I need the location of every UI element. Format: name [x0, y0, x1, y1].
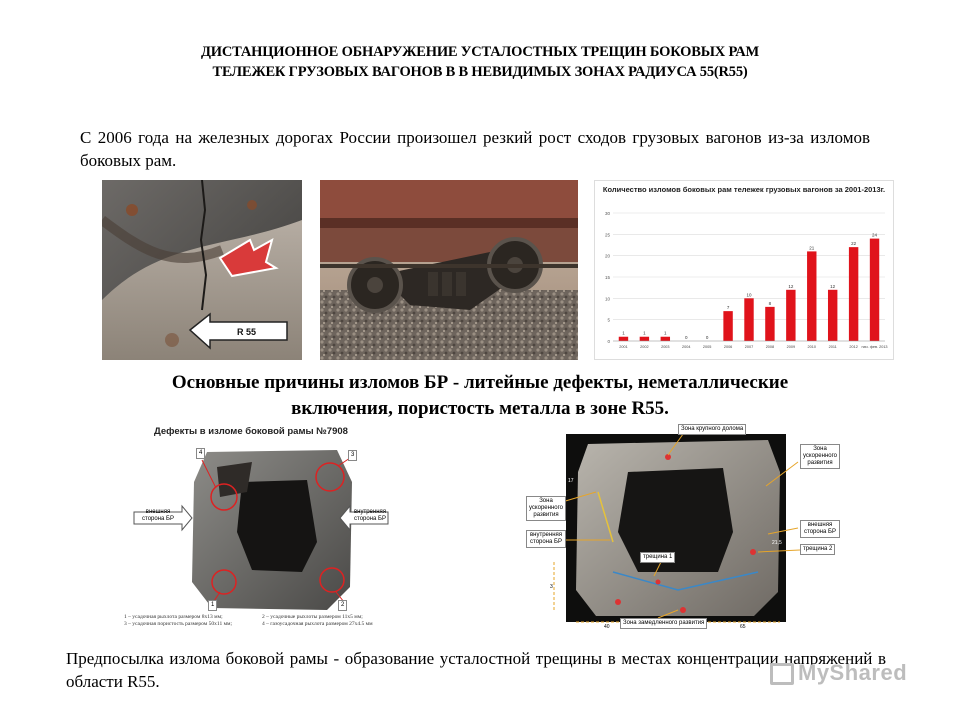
y-tick-label: 20 — [604, 253, 610, 259]
bar-value-label: 12 — [830, 283, 836, 289]
left-accelerated-zone-label: Зона ускоренного развития — [526, 496, 566, 521]
watermark-icon — [770, 663, 794, 685]
bar — [807, 251, 816, 341]
derailed-wagon-image — [320, 180, 578, 360]
fracture-zones-figure — [518, 422, 848, 632]
defect-figure-title: Дефекты в изломе боковой рамы №7908 — [154, 426, 348, 437]
bar-value-label: 7 — [726, 305, 730, 311]
x-tick-label: 2007 — [744, 345, 754, 349]
inner-side-label: внутренняя сторона БР — [353, 509, 387, 522]
r55-arrow-label: R 55 — [237, 327, 257, 337]
x-tick-label: 2012 — [849, 345, 858, 349]
fracture-count-chart — [594, 180, 894, 360]
footer-paragraph: Предпосылка излома боковой рамы - образование усталостной трещины в местах концентрации напряжений в области R55. — [66, 649, 886, 691]
right-accelerated-zone-label: Зона ускоренного развития — [800, 444, 840, 469]
y-tick-label: 0 — [607, 339, 610, 344]
watermark-text: MyShared — [798, 660, 908, 685]
fracture-zones-image — [518, 422, 848, 632]
bar-value-label: 8 — [768, 300, 772, 306]
inner-side-zone-label: внутренняя сторона БР — [526, 530, 566, 548]
bar-value-label: 0 — [705, 335, 709, 340]
bar-value-label: 10 — [746, 292, 752, 298]
defect-figure-image — [112, 422, 410, 630]
crack-closeup-photo — [102, 180, 302, 360]
bar-value-label: 22 — [851, 241, 857, 247]
x-tick-label: 2005 — [702, 345, 712, 349]
watermark-logo — [770, 660, 907, 686]
outer-side-zone-label: внешняя сторона БР — [800, 520, 840, 538]
defect-caption-2: 2 – усадочные рыхлоты размером 11х5 мм; — [262, 614, 363, 620]
bar — [786, 290, 795, 341]
bar — [744, 298, 753, 341]
bar — [661, 337, 670, 341]
x-tick-label: 2008 — [765, 345, 775, 349]
dimension-17: 17 — [568, 478, 574, 484]
bar-value-label: 24 — [872, 232, 878, 238]
causes-heading-line-2: включения, пористость металла в зоне R55. — [291, 398, 669, 419]
x-tick-label: 2003 — [661, 345, 670, 349]
outer-side-label: внешняя сторона БР — [142, 509, 174, 522]
derailed-wagon-photo — [320, 180, 578, 360]
defect-caption-4: 4 – газоусадочная рыхлота размером 27х4.5 мм — [262, 621, 373, 627]
x-tick-label: нач. фев. 2013 — [861, 345, 888, 349]
bar-value-label: 0 — [684, 335, 688, 340]
defect-figure — [112, 422, 410, 630]
x-tick-label: 2010 — [807, 345, 816, 349]
title-line-1: ДИСТАНЦИОННОЕ ОБНАРУЖЕНИЕ УСТАЛОСТНЫХ ТРЕЩИН БОКОВЫХ РАМ — [200, 44, 760, 60]
bar-value-label: 12 — [788, 283, 794, 289]
bar — [828, 290, 837, 341]
chart-title: Количество изломов боковых рам тележек грузовых вагонов за 2001-2013г. — [602, 185, 886, 194]
defect-caption-1: 1 – усадочная рыхлота размером 8х13 мм; — [124, 614, 223, 620]
bar-value-label: 1 — [643, 330, 646, 336]
causes-heading — [40, 370, 920, 422]
dimension-40: 40 — [604, 624, 610, 630]
y-tick-label: 25 — [604, 232, 610, 238]
x-tick-label: 2004 — [682, 345, 691, 349]
slow-growth-zone-label: Зона замедленного развития — [620, 618, 707, 629]
defect-marker-1: 1 — [208, 600, 217, 611]
x-tick-label: 2011 — [828, 345, 837, 349]
chart-plot — [595, 181, 893, 359]
intro-paragraph: С 2006 года на железных дорогах России произошел резкий рост сходов грузовых вагонов из-за изломов боковых рам. — [80, 128, 870, 170]
bar — [849, 247, 858, 341]
title-line-2: ТЕЛЕЖЕК ГРУЗОВЫХ ВАГОНОВ В В НЕВИДИМЫХ ЗОНАХ РАДИУСА 55(R55) — [212, 64, 748, 80]
bar — [870, 239, 879, 341]
dimension-left: 3 — [550, 584, 553, 590]
bar — [723, 311, 732, 341]
x-tick-label: 2006 — [723, 345, 733, 349]
large-fracture-zone-label: Зона крупного долома — [678, 424, 746, 435]
y-tick-label: 5 — [607, 317, 610, 323]
dimension-21-5: 21,5 — [772, 540, 782, 546]
defect-caption-3: 3 – усадочная пористость размером 50х11 мм; — [124, 621, 233, 627]
bar — [619, 337, 628, 341]
bar — [765, 307, 774, 341]
bar-value-label: 21 — [809, 245, 815, 251]
causes-heading-line-1: Основные причины изломов БР - литейные дефекты, неметаллические — [171, 372, 789, 393]
bar-value-label: 1 — [622, 330, 625, 336]
x-tick-label: 2001 — [619, 345, 628, 349]
defect-marker-2: 2 — [338, 600, 347, 611]
dimension-65: 65 — [740, 624, 746, 630]
defect-marker-4: 4 — [196, 448, 205, 459]
y-tick-label: 30 — [604, 211, 610, 216]
crack-2-label: трещина 2 — [800, 544, 835, 555]
y-tick-label: 10 — [604, 296, 610, 302]
page-title — [60, 42, 900, 82]
bar — [640, 337, 649, 341]
defect-marker-3: 3 — [348, 450, 357, 461]
x-tick-label: 2002 — [640, 345, 649, 349]
y-tick-label: 15 — [604, 275, 610, 280]
bar-value-label: 1 — [664, 330, 667, 336]
crack-closeup-image — [102, 180, 302, 360]
x-tick-label: 2009 — [786, 345, 796, 349]
crack-1-label: трещина 1 — [640, 552, 675, 563]
